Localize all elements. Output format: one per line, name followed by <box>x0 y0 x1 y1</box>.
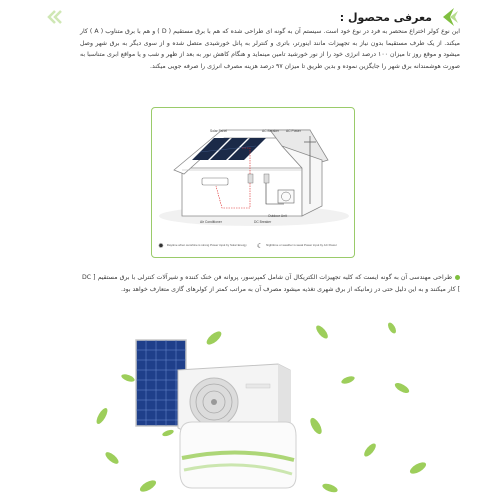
solar-panel-icon <box>192 138 266 160</box>
system-diagram <box>151 107 355 258</box>
product-indoor-unit-icon <box>180 422 296 488</box>
intro-paragraph: این نوع کولر اختراع منحصر به فرد در نوع خود است. سیستم آن به گونه ای طراحی شده که هم با برق مستقیم ( D ) و هم با برق متناوب ( A ) کار میکند. از یک طرف مستقیما بدون نیاز به تجهیزات مانند اینورتر، باتری و کنترلر به پانل خورشیدی متصل شده و از سوی دیگر به برق شهر وصل میشود و موقع روز تا میزان ۱۰۰ درصد انرژی خود را از نور خورشید تامین مینماید و هنگام کاهش نور به بعد از ظهر و شب و یا مواقع ابری متناسبا به صورت هوشمندانه برق شهر را جایگزین نموده و بدین طریق تا میزان ۹۷ درصد هزینه مصرف انرژی را صرفه جویی میکند. <box>80 28 460 70</box>
legend-night <box>257 239 348 253</box>
label-outdoor-unit: Outdoor Unit <box>268 214 287 218</box>
sun-icon: ✹ <box>158 242 164 250</box>
page-title: معرفی محصول : <box>339 10 432 24</box>
label-air-conditioner: Air Conditioner <box>200 220 222 224</box>
indoor-unit-icon <box>202 178 228 185</box>
diagram-legend <box>158 239 348 253</box>
corner-chevron-icon <box>46 10 64 24</box>
label-solar-panel: Solar Panel <box>210 129 228 133</box>
moon-icon: ☾ <box>256 242 264 250</box>
engineering-text: طراحی مهندسی آن به گونه ایست که کلیه تجهیزات الکتریکال آن شامل کمپرسور، پروانه فن خنک کننده و شیرآلات کنترلی با برق مستقیم [ DC ] کار میکنند و به این دلیل حتی در زمانیکه از برق شهری تغذیه میشود مصرف آن به مراتب کمتر از کولرهای گازی متعارف خواهد بود. <box>82 274 460 293</box>
label-ac-power: AC Power <box>286 129 301 133</box>
chevron-left-icon <box>438 6 460 28</box>
section-heading <box>340 6 460 28</box>
label-ac-breaker: AC Breaker <box>262 129 280 133</box>
bullet-icon <box>455 275 460 280</box>
legend-day <box>158 239 249 253</box>
engineering-paragraph <box>82 272 460 295</box>
legend-day-text: Daytime when sunshine is strong Power input by Solar Energy <box>166 243 247 248</box>
legend-night-text: Nighttime or weather is weak Power input by AC Power <box>266 243 337 248</box>
label-dc-breaker: DC Breaker <box>254 220 272 224</box>
outdoor-unit-icon <box>278 190 294 203</box>
product-illustration <box>0 318 500 500</box>
